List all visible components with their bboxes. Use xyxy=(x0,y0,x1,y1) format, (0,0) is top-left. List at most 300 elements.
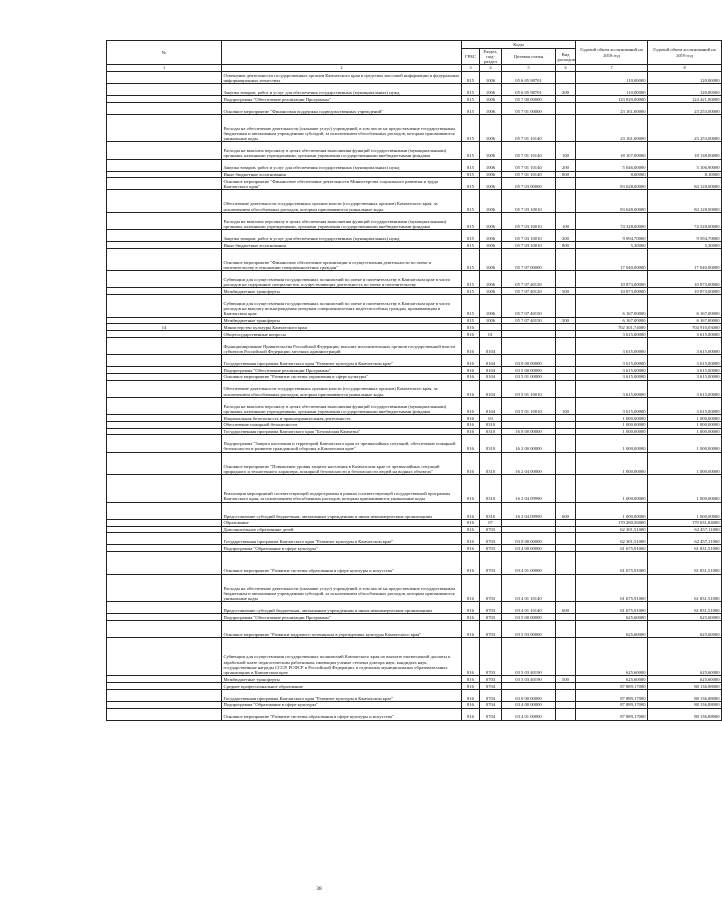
row-exp-type xyxy=(556,452,576,474)
row-amount-2019: 1 000,00000 xyxy=(648,421,722,428)
row-number xyxy=(107,337,222,354)
row-name: Иные бюджетные ассигнования xyxy=(222,241,462,248)
row-amount-2019: 84 128,00000 xyxy=(648,190,722,212)
row-grbs: 816 xyxy=(462,574,480,602)
row-grbs: 816 xyxy=(462,355,480,367)
row-name: Расходы на обеспечение деятельности (оказание услуг) учреждений, в том числе на предоставление государственным бюджетным и автономным учреждениям субсидий, за исключением обособленных расходов, которым присваиваются уникальные коды xyxy=(222,114,462,142)
row-name: Подпрограмма "Обеспечение реализации Программы" xyxy=(222,367,462,374)
row-name: Обеспечение пожарной безопасности xyxy=(222,421,462,428)
row-amount-2018: 87 889,17000 xyxy=(576,701,648,708)
row-section: 0310 xyxy=(480,435,502,452)
row-target: 03 5 01 10010 xyxy=(502,397,556,414)
row-amount-2018: 18 107,00000 xyxy=(576,142,648,159)
row-section: 0104 xyxy=(480,373,502,380)
row-amount-2018: 61 675,91000 xyxy=(576,552,648,574)
row-name: Реализация мероприятий соответствующей подпрограммы в рамках соответствующей государственной программы Камчатского края, за исключением обособленных расходов, которым присваиваются уникальные коды xyxy=(222,475,462,503)
table-row xyxy=(107,682,722,689)
row-grbs: 816 xyxy=(462,701,480,708)
row-amount-2019: 625,60000 xyxy=(648,676,722,683)
row-exp-type: 500 xyxy=(556,288,576,295)
row-number xyxy=(107,574,222,602)
table-row xyxy=(107,397,722,414)
row-name: Дополнительное образование детей xyxy=(222,526,462,533)
row-name: Подпрограмма "Защита населения и территорий Камчатского края от чрезвычайных ситуаций, обеспечение пожарной безопасности и развитие гражданской обороны в Камчатском крае" xyxy=(222,435,462,452)
row-target: 05 7 00 00000 xyxy=(502,96,556,103)
row-amount-2018: 17 040,00000 xyxy=(576,248,648,270)
row-section: 1006 xyxy=(480,142,502,159)
row-exp-type xyxy=(556,337,576,354)
row-target: 05 7 01 10140 xyxy=(502,114,556,142)
row-number xyxy=(107,171,222,178)
row-exp-type: 500 xyxy=(556,317,576,324)
row-amount-2019: 8,10000 xyxy=(648,171,722,178)
row-name: Основное мероприятие "Финансовое обеспечение деятельности Министерства социального развития и труда Камчатского края" xyxy=(222,178,462,190)
row-section: 1006 xyxy=(480,159,502,171)
header-2018: Годовой объем ассигнований на 2018 год xyxy=(576,41,648,65)
row-number xyxy=(107,689,222,701)
table-row xyxy=(107,190,722,212)
row-amount-2019: 61 831,51000 xyxy=(648,552,722,574)
row-exp-type: 200 xyxy=(556,84,576,96)
row-amount-2018: 170 280,56000 xyxy=(576,519,648,526)
row-number xyxy=(107,96,222,103)
row-section: 0703 xyxy=(480,602,502,614)
row-exp-type: 100 xyxy=(556,212,576,229)
row-target: 03 4 01 00000 xyxy=(502,552,556,574)
row-target: 03 4 01 00000 xyxy=(502,708,556,720)
row-name: Основное мероприятие "Повышение уровня защиты населения в Камчатском крае от чрезвычайных ситуаций природного и техногенного характера, пожарной безопасности и безопасности людей на водных объектах" xyxy=(222,452,462,474)
row-amount-2018: 1 000,00000 xyxy=(576,475,648,503)
row-section: 07 xyxy=(480,519,502,526)
table-row xyxy=(107,620,722,637)
row-section: 0104 xyxy=(480,380,502,397)
row-name: Государственная программа Камчатского края "Развитие культуры в Камчатском крае" xyxy=(222,533,462,545)
row-target: 03 0 00 00000 xyxy=(502,689,556,701)
row-grbs: 816 xyxy=(462,519,480,526)
header-index-row xyxy=(107,65,722,72)
row-section: 1006 xyxy=(480,295,502,317)
row-name: Основное мероприятие "Финансовая поддержка подведомственных учреждений" xyxy=(222,102,462,114)
row-grbs: 816 xyxy=(462,682,480,689)
row-exp-type: 600 xyxy=(556,602,576,614)
row-amount-2018: 625,60000 xyxy=(576,676,648,683)
row-number xyxy=(107,373,222,380)
row-amount-2018: 3 615,00000 xyxy=(576,380,648,397)
row-name: Межбюджетные трансферты xyxy=(222,676,462,683)
row-grbs: 815 xyxy=(462,317,480,324)
row-amount-2018: 5 046,00000 xyxy=(576,159,648,171)
row-number xyxy=(107,72,222,84)
row-number xyxy=(107,331,222,338)
row-number xyxy=(107,241,222,248)
row-grbs: 815 xyxy=(462,190,480,212)
row-exp-type: 200 xyxy=(556,229,576,241)
row-target xyxy=(502,331,556,338)
row-exp-type xyxy=(556,620,576,637)
row-grbs: 816 xyxy=(462,324,480,331)
row-exp-type: 100 xyxy=(556,142,576,159)
row-section: 0104 xyxy=(480,367,502,374)
row-amount-2019: 1 000,00000 xyxy=(648,452,722,474)
row-section: 1006 xyxy=(480,212,502,229)
row-grbs: 816 xyxy=(462,428,480,435)
row-exp-type xyxy=(556,638,576,676)
row-target: 03 5 03 40190 xyxy=(502,638,556,676)
row-grbs: 816 xyxy=(462,452,480,474)
row-amount-2019: 61 831,51000 xyxy=(648,545,722,552)
row-amount-2019: 1 000,00000 xyxy=(648,475,722,503)
row-amount-2019: 3 615,00000 xyxy=(648,397,722,414)
row-section: 1006 xyxy=(480,178,502,190)
row-section: 0703 xyxy=(480,526,502,533)
row-amount-2019: 625,60000 xyxy=(648,614,722,621)
row-exp-type xyxy=(556,682,576,689)
table-row xyxy=(107,241,722,248)
header-index: 4 xyxy=(480,65,502,72)
row-target: 16 2 04 09990 xyxy=(502,502,556,519)
row-exp-type xyxy=(556,574,576,602)
row-amount-2019: 61 831,51000 xyxy=(648,602,722,614)
row-number xyxy=(107,708,222,720)
row-exp-type: 200 xyxy=(556,159,576,171)
row-grbs: 816 xyxy=(462,552,480,574)
row-amount-2018: 1 000,00000 xyxy=(576,452,648,474)
row-section: 1006 xyxy=(480,229,502,241)
row-amount-2018: 61 675,91000 xyxy=(576,602,648,614)
row-grbs: 816 xyxy=(462,380,480,397)
row-grbs: 816 xyxy=(462,620,480,637)
table-row xyxy=(107,701,722,708)
row-target: 05 7 07 00000 xyxy=(502,248,556,270)
row-amount-2019: 704 910,03000 xyxy=(648,324,722,331)
row-name: Предоставление субсидий бюджетным, автономным учреждениям и иным некоммерческим организациям xyxy=(222,602,462,614)
row-name: Расходы на выплаты персоналу в целях обеспечения выполнения функций государственными (муниципальными) органами, казенными учреждениями, органами управления государственными внебюджетными фондами xyxy=(222,397,462,414)
row-number xyxy=(107,190,222,212)
row-exp-type xyxy=(556,271,576,288)
row-grbs: 816 xyxy=(462,545,480,552)
row-name: Основное мероприятие "Развитие системы управления в сфере культуры" xyxy=(222,373,462,380)
row-grbs: 815 xyxy=(462,171,480,178)
row-name: Министерство культуры Камчатского края xyxy=(222,324,462,331)
row-exp-type xyxy=(556,373,576,380)
table-row xyxy=(107,574,722,602)
row-amount-2019: 6 167,00000 xyxy=(648,317,722,324)
row-amount-2019: 120,00000 xyxy=(648,84,722,96)
row-name: Общегосударственные вопросы xyxy=(222,331,462,338)
header-exp-type: Вид расходов xyxy=(556,49,576,65)
row-amount-2018: 61 675,91000 xyxy=(576,545,648,552)
row-target: 03 5 01 10010 xyxy=(502,380,556,397)
table-row xyxy=(107,533,722,545)
row-grbs: 816 xyxy=(462,397,480,414)
row-amount-2019: 120,00000 xyxy=(648,72,722,84)
table-row xyxy=(107,475,722,503)
table-row xyxy=(107,229,722,241)
row-number xyxy=(107,676,222,683)
row-amount-2018: 87 889,17000 xyxy=(576,682,648,689)
row-target: 03 0 00 00000 xyxy=(502,533,556,545)
row-name: Межбюджетные трансферты xyxy=(222,288,462,295)
row-amount-2019: 88 136,88000 xyxy=(648,689,722,701)
row-number xyxy=(107,602,222,614)
row-target xyxy=(502,324,556,331)
row-grbs: 815 xyxy=(462,288,480,295)
header-target: Целевая статья xyxy=(502,49,556,65)
row-target: 05 7 07 40120 xyxy=(502,288,556,295)
row-number xyxy=(107,502,222,519)
row-section: 0703 xyxy=(480,533,502,545)
row-amount-2019: 3 615,00000 xyxy=(648,373,722,380)
row-amount-2018: 83 628,00000 xyxy=(576,178,648,190)
row-name: Освещение деятельности государственных органов Камчатского края в средствах массовой информации и федеральных информационных агентствах xyxy=(222,72,462,84)
row-target: 05 7 03 00000 xyxy=(502,178,556,190)
row-grbs: 815 xyxy=(462,72,480,84)
row-amount-2018: 1 000,00000 xyxy=(576,428,648,435)
row-exp-type xyxy=(556,428,576,435)
row-grbs: 815 xyxy=(462,248,480,270)
table-row xyxy=(107,367,722,374)
table-row xyxy=(107,271,722,288)
row-number xyxy=(107,545,222,552)
table-header xyxy=(107,41,722,72)
row-number xyxy=(107,317,222,324)
header-section: Раздел, под-раздел xyxy=(480,49,502,65)
row-name: Подпрограмма "Образование в сфере культуры" xyxy=(222,545,462,552)
row-amount-2018: 62 301,51000 xyxy=(576,526,648,533)
table-row xyxy=(107,324,722,331)
row-section: 0310 xyxy=(480,452,502,474)
row-target: 05 7 01 10140 xyxy=(502,142,556,159)
table-row xyxy=(107,614,722,621)
row-grbs: 816 xyxy=(462,533,480,545)
row-amount-2019: 17 040,00000 xyxy=(648,248,722,270)
row-target xyxy=(502,526,556,533)
row-section: 0310 xyxy=(480,502,502,519)
row-number xyxy=(107,142,222,159)
row-grbs: 815 xyxy=(462,212,480,229)
row-section: 0703 xyxy=(480,545,502,552)
row-section: 0703 xyxy=(480,552,502,574)
table-row xyxy=(107,142,722,159)
table-row xyxy=(107,428,722,435)
row-grbs: 816 xyxy=(462,602,480,614)
table-row xyxy=(107,708,722,720)
row-name: Закупка товаров, работ и услуг для обеспечения государственных (муниципальных) нужд xyxy=(222,159,462,171)
row-target: 03 4 00 00000 xyxy=(502,545,556,552)
row-name: Государственная программа Камчатского края "Безопасная Камчатка" xyxy=(222,428,462,435)
row-grbs: 816 xyxy=(462,614,480,621)
table-row xyxy=(107,288,722,295)
row-exp-type xyxy=(556,380,576,397)
row-amount-2018: 74 328,00000 xyxy=(576,212,648,229)
row-amount-2018: 1 000,00000 xyxy=(576,435,648,452)
table-row xyxy=(107,114,722,142)
row-name: Образование xyxy=(222,519,462,526)
table-row xyxy=(107,502,722,519)
row-target: 03 5 00 00000 xyxy=(502,367,556,374)
row-number xyxy=(107,178,222,190)
table-row xyxy=(107,638,722,676)
row-exp-type xyxy=(556,533,576,545)
row-grbs: 815 xyxy=(462,271,480,288)
row-number xyxy=(107,295,222,317)
row-name: Основное мероприятие "Развитие системы образования в сфере культуры и искусства" xyxy=(222,708,462,720)
row-amount-2019: 62 457,11000 xyxy=(648,533,722,545)
row-exp-type xyxy=(556,415,576,422)
row-name: Обеспечение деятельности государственных органов власти (государственных органов) Камчатского края, за исключением обособленных расходов, которым присваиваются уникальные коды. xyxy=(222,190,462,212)
row-grbs: 816 xyxy=(462,373,480,380)
row-amount-2018: 702 301,74000 xyxy=(576,324,648,331)
row-name: Государственная программа Камчатского края "Развитие культуры в Камчатском крае" xyxy=(222,355,462,367)
row-amount-2019: 84 128,00000 xyxy=(648,178,722,190)
row-grbs: 816 xyxy=(462,708,480,720)
table-row xyxy=(107,519,722,526)
row-section: 0104 xyxy=(480,355,502,367)
row-amount-2018: 3 615,00000 xyxy=(576,337,648,354)
row-number xyxy=(107,84,222,96)
row-name: Подпрограмма "Образование в сфере культуры" xyxy=(222,701,462,708)
header-codes: Коды xyxy=(462,41,576,49)
row-number xyxy=(107,682,222,689)
row-amount-2018: 3 615,00000 xyxy=(576,331,648,338)
table-row xyxy=(107,171,722,178)
row-target: 03 5 03 40190 xyxy=(502,676,556,683)
row-name: Межбюджетные трансферты xyxy=(222,317,462,324)
row-target xyxy=(502,421,556,428)
header-2019: Годовой объем ассигнований на 2019 год xyxy=(648,41,722,65)
row-exp-type xyxy=(556,552,576,574)
row-amount-2019: 3 615,00000 xyxy=(648,331,722,338)
header-index: 6 xyxy=(556,65,576,72)
row-grbs: 816 xyxy=(462,676,480,683)
row-amount-2018: 1 000,00000 xyxy=(576,502,648,519)
table-row xyxy=(107,295,722,317)
table-body xyxy=(107,72,722,721)
table-row xyxy=(107,452,722,474)
row-number xyxy=(107,212,222,229)
row-section: 0310 xyxy=(480,475,502,503)
row-amount-2019: 9 594,70000 xyxy=(648,229,722,241)
row-number xyxy=(107,114,222,142)
row-target: 05 7 07 40150 xyxy=(502,317,556,324)
row-section: 03 xyxy=(480,415,502,422)
row-amount-2018: 83 628,00000 xyxy=(576,190,648,212)
header-name xyxy=(222,41,462,65)
row-target: 03 5 00 00000 xyxy=(502,614,556,621)
row-grbs: 815 xyxy=(462,84,480,96)
row-target xyxy=(502,337,556,354)
page-number: 38 xyxy=(316,886,322,892)
table-row xyxy=(107,373,722,380)
row-target: 05 7 03 10010 xyxy=(502,212,556,229)
row-grbs: 815 xyxy=(462,178,480,190)
row-target: 03 5 01 00000 xyxy=(502,373,556,380)
row-grbs: 815 xyxy=(462,295,480,317)
row-exp-type xyxy=(556,475,576,503)
table-row xyxy=(107,178,722,190)
row-target xyxy=(502,682,556,689)
row-name: Расходы на обеспечение деятельности (оказание услуг) учреждений, в том числе на предоставление государственным бюджетным и автономным учреждениям субсидий, за исключением обособленных расходов, которым присваиваются уникальные коды xyxy=(222,574,462,602)
row-section: 0704 xyxy=(480,682,502,689)
row-name: Закупка товаров, работ и услуг для обеспечения государственных (муниципальных) нужд xyxy=(222,84,462,96)
row-target: 03 5 03 00000 xyxy=(502,620,556,637)
row-section: 01 xyxy=(480,331,502,338)
row-target: 05 7 03 10010 xyxy=(502,241,556,248)
row-grbs: 815 xyxy=(462,159,480,171)
row-number xyxy=(107,614,222,621)
table-row xyxy=(107,102,722,114)
row-exp-type xyxy=(556,102,576,114)
row-amount-2019: 88 136,88000 xyxy=(648,708,722,720)
table-row xyxy=(107,689,722,701)
row-section: 1006 xyxy=(480,102,502,114)
row-name: Расходы на выплаты персоналу в целях обеспечения выполнения функций государственными (муниципальными) органами, казенными учреждениями, органами управления государственными внебюджетными фондами xyxy=(222,142,462,159)
row-amount-2018: 23 161,00000 xyxy=(576,114,648,142)
row-section: 0703 xyxy=(480,676,502,683)
row-grbs: 816 xyxy=(462,689,480,701)
row-name: Обеспечение деятельности государственных органов власти (государственных органов) Камчатского края, за исключением обособленных расходов, которым присваиваются уникальные коды. xyxy=(222,380,462,397)
row-exp-type: 100 xyxy=(556,397,576,414)
row-section: 0704 xyxy=(480,689,502,701)
row-section: 1006 xyxy=(480,271,502,288)
row-amount-2019: 88 136,88000 xyxy=(648,682,722,689)
row-target: 05 7 07 40150 xyxy=(502,295,556,317)
row-number xyxy=(107,620,222,637)
row-section: 1006 xyxy=(480,114,502,142)
row-section: 0104 xyxy=(480,337,502,354)
row-section: 1006 xyxy=(480,241,502,248)
row-number xyxy=(107,526,222,533)
row-amount-2019: 23 253,00000 xyxy=(648,114,722,142)
row-amount-2018: 87 889,17000 xyxy=(576,708,648,720)
row-amount-2018: 9 094,70000 xyxy=(576,229,648,241)
row-grbs: 816 xyxy=(462,638,480,676)
table-row xyxy=(107,159,722,171)
row-amount-2019: 5 106,90000 xyxy=(648,159,722,171)
row-amount-2019: 170 631,84000 xyxy=(648,519,722,526)
table-row xyxy=(107,317,722,324)
header-index: 8 xyxy=(648,65,722,72)
row-section: 0310 xyxy=(480,421,502,428)
row-exp-type xyxy=(556,114,576,142)
row-number xyxy=(107,533,222,545)
row-number xyxy=(107,229,222,241)
row-number xyxy=(107,421,222,428)
row-exp-type xyxy=(556,355,576,367)
row-amount-2018: 1 000,00000 xyxy=(576,421,648,428)
table-row xyxy=(107,552,722,574)
row-amount-2019: 625,60000 xyxy=(648,638,722,676)
row-amount-2018: 625,60000 xyxy=(576,638,648,676)
row-amount-2018: 6 167,00000 xyxy=(576,317,648,324)
row-number xyxy=(107,271,222,288)
row-amount-2019: 625,60000 xyxy=(648,620,722,637)
row-number xyxy=(107,415,222,422)
row-grbs: 816 xyxy=(462,331,480,338)
row-number xyxy=(107,701,222,708)
row-section: 1006 xyxy=(480,72,502,84)
row-number xyxy=(107,102,222,114)
row-amount-2019: 88 136,88000 xyxy=(648,701,722,708)
row-name: Основное мероприятие "Финансовое обеспечение организации и осуществления деятельности по опеке и попечительству в отношении совершеннолетних граждан" xyxy=(222,248,462,270)
row-target: 05 7 03 10010 xyxy=(502,190,556,212)
row-section: 0310 xyxy=(480,428,502,435)
row-target: 03 4 01 10140 xyxy=(502,574,556,602)
row-exp-type xyxy=(556,295,576,317)
row-target: 05 7 01 10140 xyxy=(502,159,556,171)
header-num: № xyxy=(107,41,222,65)
row-name: Национальная безопасность и правоохранительная деятельность xyxy=(222,415,462,422)
